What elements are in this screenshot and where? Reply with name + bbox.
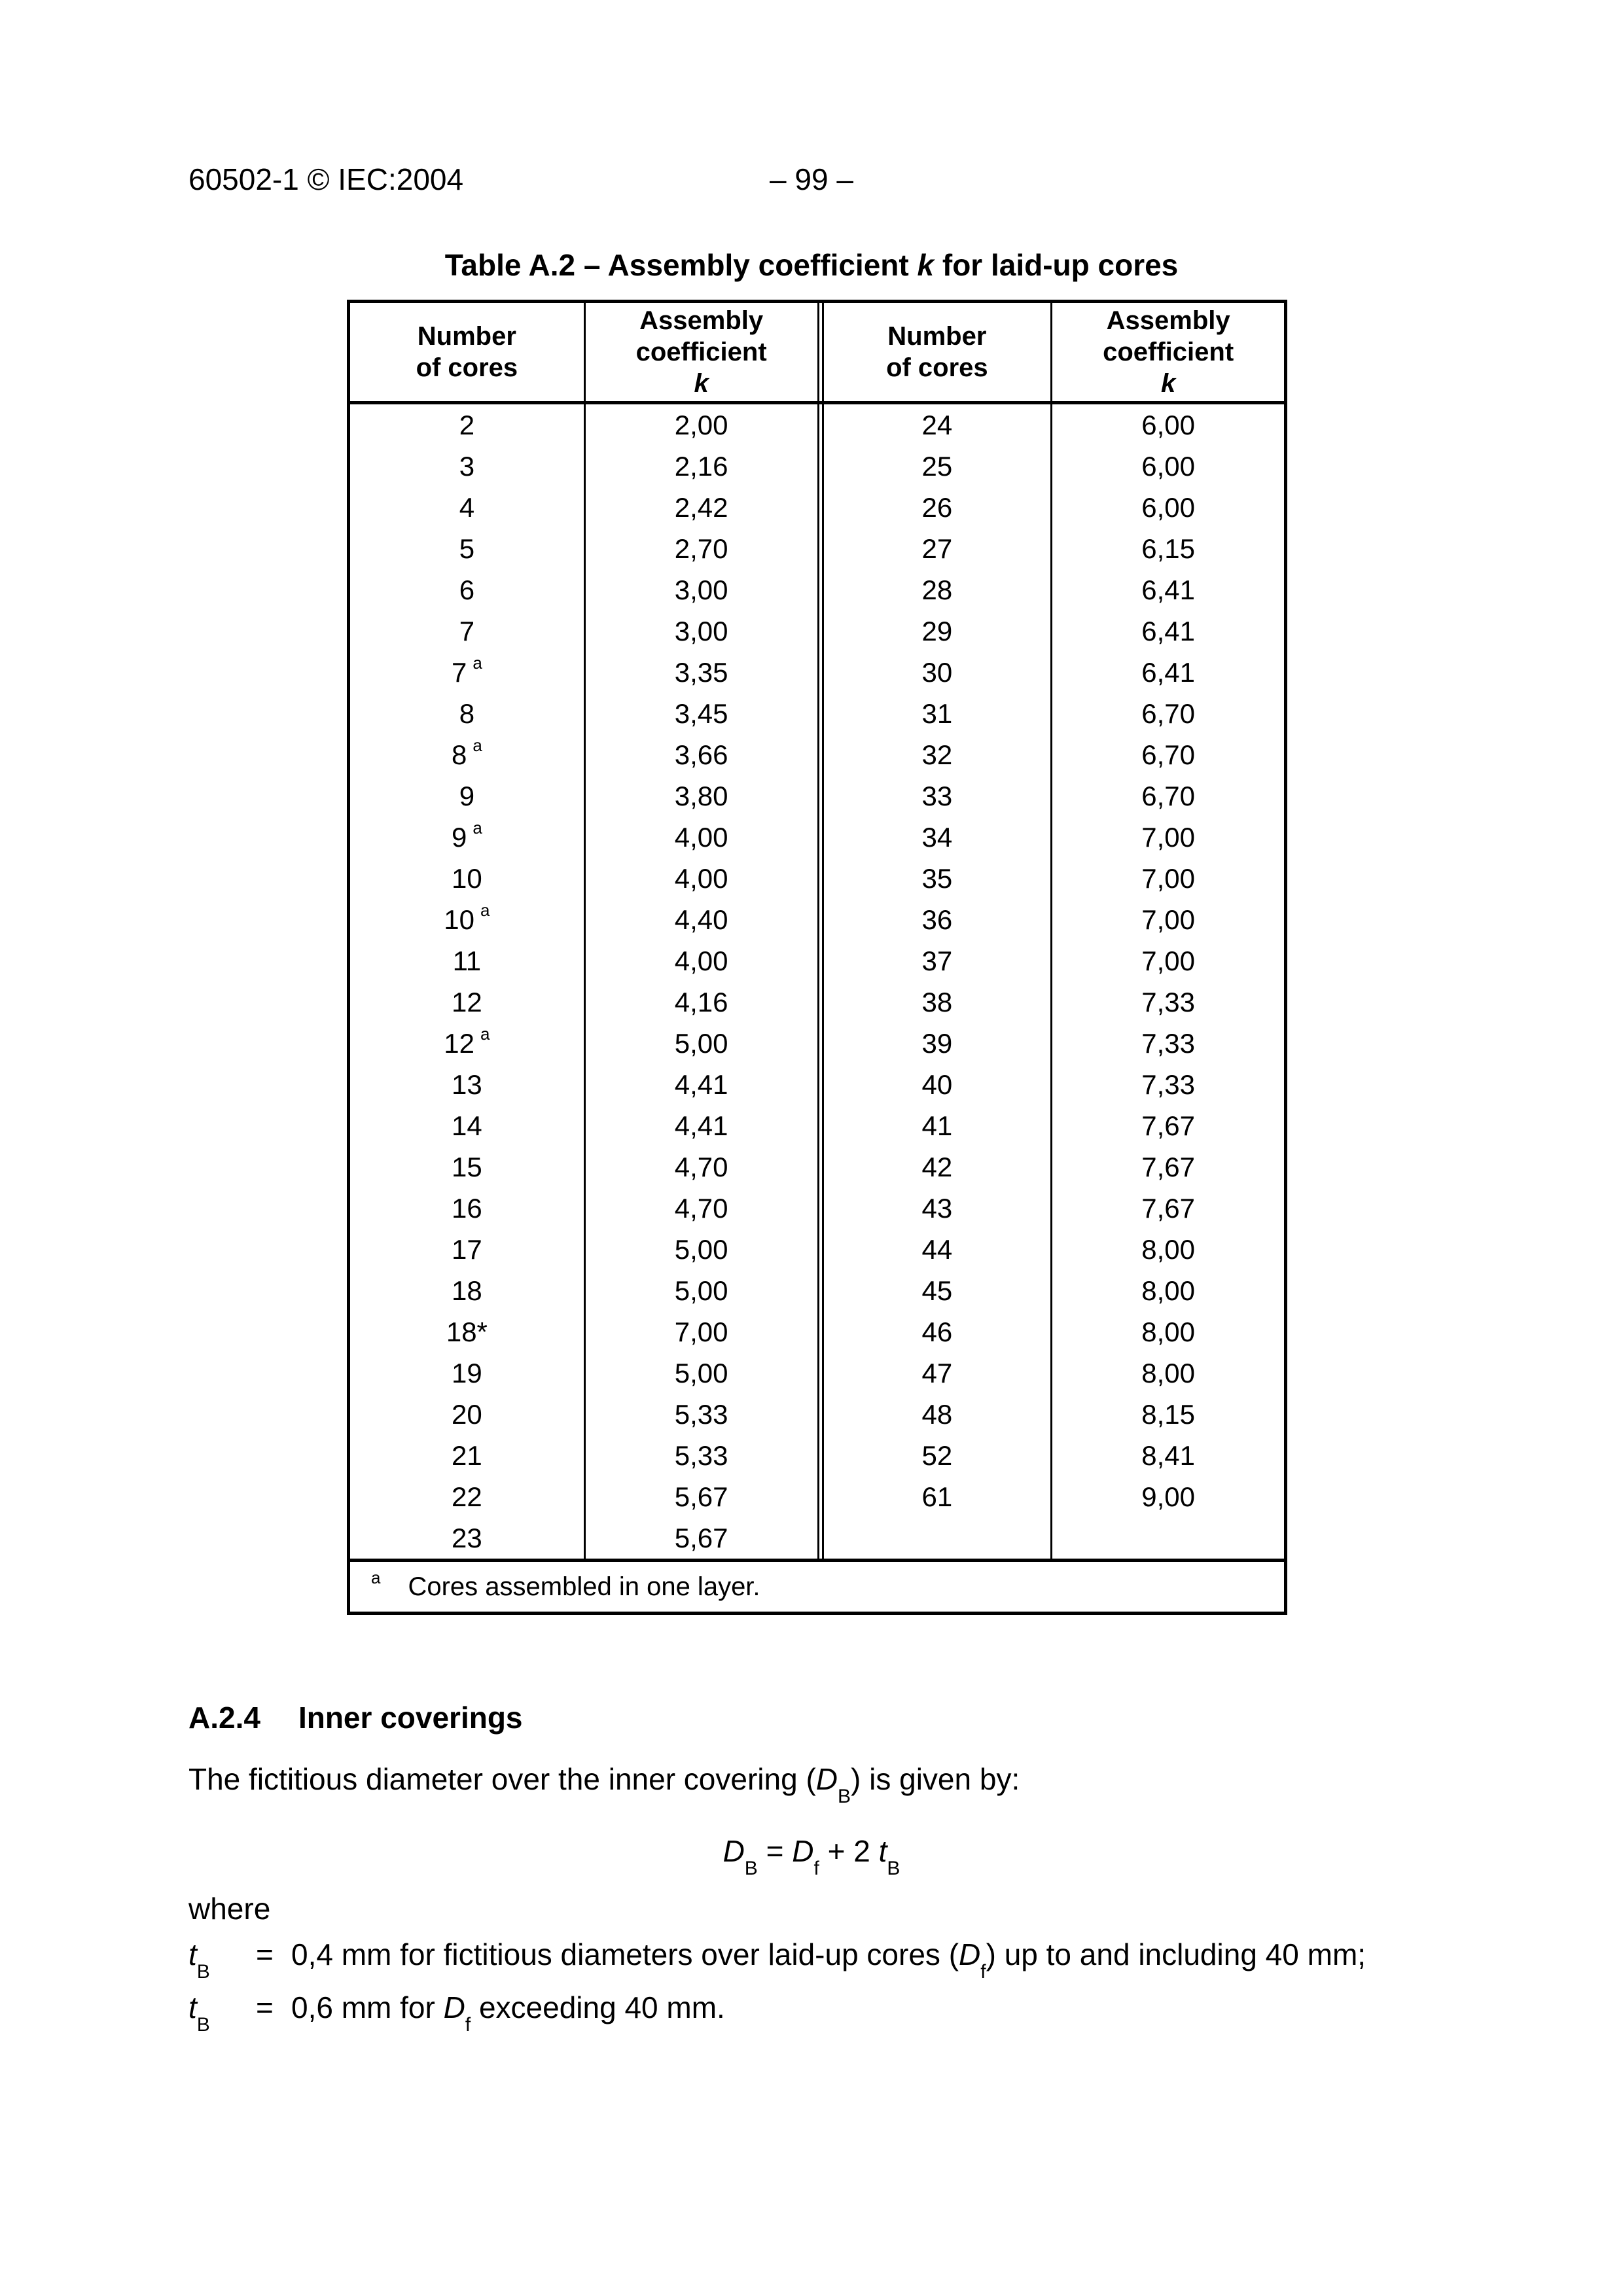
doc-reference: 60502-1 © IEC:2004 <box>188 162 464 196</box>
sub-B: B <box>196 1961 210 1983</box>
table-cell: 5,67 <box>584 1517 817 1559</box>
table-cell: 20 <box>452 1398 482 1430</box>
header-k-symbol: k <box>694 369 709 398</box>
table-cell: 7,00 <box>584 1311 817 1352</box>
table-cell: 24 <box>817 404 1051 446</box>
table-cell: 8,15 <box>1050 1394 1284 1435</box>
table-cell: 4,70 <box>584 1188 817 1229</box>
equals-sign: = <box>757 1834 793 1868</box>
table-cell: 7 <box>459 615 475 646</box>
definition-text <box>291 1990 725 2036</box>
section-number: A.2.4 <box>188 1701 260 1735</box>
table-cell: 4,40 <box>584 899 817 940</box>
cell-superscript: a <box>473 653 482 673</box>
table-cell: 2,00 <box>584 404 817 446</box>
table-cell: 15 <box>452 1151 482 1182</box>
table-cell: 8 a <box>451 735 482 770</box>
definition-tb-2 <box>188 1990 1366 2036</box>
table-cell: 3,45 <box>584 693 817 734</box>
table-cell: 7,33 <box>1050 1023 1284 1064</box>
table-cell: 4,41 <box>584 1105 817 1146</box>
table-title-k: k <box>917 248 935 282</box>
table-cell: 41 <box>817 1105 1051 1146</box>
table-cell: 25 <box>817 446 1051 487</box>
def-pre: 0,4 mm for fictitious diameters over laid-up cores ( <box>291 1937 959 1971</box>
table-cell: 22 <box>452 1481 482 1512</box>
table-cell: 46 <box>817 1311 1051 1352</box>
table-cell: 40 <box>817 1064 1051 1105</box>
table-cell: 6,70 <box>1050 693 1284 734</box>
var-t: t <box>188 1990 197 2024</box>
table-title-prefix: Table A.2 – Assembly coefficient <box>444 248 918 282</box>
def-post: ) up to and including 40 mm; <box>986 1937 1366 1971</box>
table-cell: 32 <box>817 734 1051 775</box>
table-cell: 11 <box>452 945 482 976</box>
var-D: D <box>815 1762 838 1796</box>
header-line: coefficient <box>1103 338 1234 366</box>
sub-B: B <box>887 1858 901 1880</box>
definitions-block <box>188 1937 1366 2036</box>
formula-db <box>0 1833 1623 1880</box>
header-number-of-cores-right <box>817 303 1051 401</box>
table-cell: 7,00 <box>1050 817 1284 858</box>
cell-superscript: a <box>480 900 490 920</box>
table-cell: 33 <box>817 775 1051 817</box>
table-cell: 8,00 <box>1050 1311 1284 1352</box>
table-cell: 7,67 <box>1050 1105 1284 1146</box>
table-cell: 5,00 <box>584 1023 817 1064</box>
table-cell: 6,15 <box>1050 528 1284 569</box>
sub-B: B <box>744 1858 758 1880</box>
def-post: exceeding 40 mm. <box>471 1990 725 2024</box>
header-k-symbol: k <box>1161 369 1176 398</box>
definition-text <box>291 1937 1366 1983</box>
table-cell: 26 <box>817 487 1051 528</box>
table-cell: 3,00 <box>584 610 817 652</box>
table-cell: 17 <box>452 1233 482 1265</box>
table-title <box>0 247 1623 283</box>
table-cell: 6,70 <box>1050 734 1284 775</box>
table-cell: 2,16 <box>584 446 817 487</box>
table-cell: 4,70 <box>584 1146 817 1188</box>
header-line: Assembly <box>639 306 764 335</box>
table-cell: 9,00 <box>1050 1476 1284 1517</box>
table-title-suffix: for laid-up cores <box>934 248 1179 282</box>
table-cell: 6,41 <box>1050 610 1284 652</box>
table-cell: 7,33 <box>1050 981 1284 1023</box>
table-cell: 3,80 <box>584 775 817 817</box>
table-cell: 34 <box>817 817 1051 858</box>
table-cell: 3,35 <box>584 652 817 693</box>
table-cell: 27 <box>817 528 1051 569</box>
table-header-row <box>350 303 1284 404</box>
definition-tb-1 <box>188 1937 1366 1983</box>
table-cell: 23 <box>452 1522 482 1553</box>
where-label: where <box>188 1892 271 1926</box>
table-cell: 12 <box>452 986 482 1017</box>
formula-mid: + 2 <box>819 1834 879 1868</box>
table-cell: 5,33 <box>584 1394 817 1435</box>
var-D: D <box>792 1834 814 1868</box>
table-cell: 38 <box>817 981 1051 1023</box>
var-tB <box>188 1990 256 2036</box>
table-cell: 6,41 <box>1050 652 1284 693</box>
table-cell: 3,00 <box>584 569 817 610</box>
assembly-coefficient-table <box>347 300 1287 1615</box>
table-cell: 31 <box>817 693 1051 734</box>
table-cell: 12 a <box>444 1024 490 1059</box>
table-cell: 14 <box>452 1110 482 1141</box>
footnote-text: Cores assembled in one layer. <box>408 1572 760 1601</box>
table-cell: 19 <box>452 1357 482 1388</box>
var-t: t <box>188 1937 197 1971</box>
table-cell: 47 <box>817 1352 1051 1394</box>
table-cell: 2,42 <box>584 487 817 528</box>
intro-paragraph <box>188 1761 1020 1808</box>
table-cell: 8,00 <box>1050 1270 1284 1311</box>
table-cell: 4,16 <box>584 981 817 1023</box>
header-assembly-coefficient-right <box>1050 303 1284 401</box>
cell-superscript: a <box>480 1024 490 1044</box>
table-cell: 10 a <box>444 900 490 935</box>
header-line: coefficient <box>635 338 767 366</box>
sub-f: f <box>465 2014 471 2036</box>
section-title: Inner coverings <box>298 1701 523 1735</box>
header-line: Number <box>887 322 987 351</box>
table-cell: 18 <box>452 1275 482 1306</box>
table-cell: 8,00 <box>1050 1229 1284 1270</box>
table-cell: 29 <box>817 610 1051 652</box>
table-cell: 48 <box>817 1394 1051 1435</box>
cell-superscript: a <box>473 818 482 838</box>
page-number: – 99 – <box>770 162 853 196</box>
var-tB <box>188 1937 256 1983</box>
header-line: Number <box>417 322 516 351</box>
table-cell: 7 a <box>451 653 482 688</box>
table-footnote <box>350 1559 1284 1612</box>
table-cell: 7,00 <box>1050 940 1284 981</box>
table-cell: 28 <box>817 569 1051 610</box>
table-cell: 4,00 <box>584 817 817 858</box>
table-cell: 21 <box>452 1439 482 1471</box>
table-cell: 7,00 <box>1050 899 1284 940</box>
table-cell: 3 <box>459 450 475 482</box>
def-pre: 0,6 mm for <box>291 1990 444 2024</box>
header-assembly-coefficient-left <box>584 303 817 401</box>
sub-f: f <box>980 1961 986 1983</box>
intro-post: ) is given by: <box>851 1762 1020 1796</box>
table-cell: 5,00 <box>584 1352 817 1394</box>
table-cell: 13 <box>452 1069 482 1100</box>
table-cell: 4 <box>459 491 475 523</box>
table-cell: 44 <box>817 1229 1051 1270</box>
var-D: D <box>443 1990 465 2024</box>
intro-pre: The fictitious diameter over the inner covering ( <box>188 1762 816 1796</box>
table-cell: 6,41 <box>1050 569 1284 610</box>
table-cell: 5,67 <box>584 1476 817 1517</box>
table-cell: 2,70 <box>584 528 817 569</box>
equals-sign: = <box>256 1990 274 2024</box>
table-cell: 30 <box>817 652 1051 693</box>
var-D: D <box>959 1937 981 1971</box>
table-cell: 16 <box>452 1192 482 1224</box>
table-cell: 5,33 <box>584 1435 817 1476</box>
table-cell: 8,41 <box>1050 1435 1284 1476</box>
header-line: of cores <box>416 353 518 382</box>
table-cell: 6,00 <box>1050 487 1284 528</box>
table-cell: 6 <box>459 574 475 605</box>
cell-superscript: a <box>473 735 482 755</box>
table-cell: 39 <box>817 1023 1051 1064</box>
sub-B: B <box>196 2014 210 2036</box>
var-t: t <box>878 1834 887 1868</box>
table-cell: 6,70 <box>1050 775 1284 817</box>
table-cell: 4,41 <box>584 1064 817 1105</box>
table-cell: 10 <box>452 862 482 894</box>
table-cell: 4,00 <box>584 940 817 981</box>
table-cell: 4,00 <box>584 858 817 899</box>
table-cell: 6,00 <box>1050 446 1284 487</box>
table-cell: 7,67 <box>1050 1188 1284 1229</box>
table-cell: 5 <box>459 533 475 564</box>
section-heading <box>188 1700 523 1735</box>
sub-B: B <box>838 1786 851 1808</box>
table-cell: 42 <box>817 1146 1051 1188</box>
table-cell: 52 <box>817 1435 1051 1476</box>
table-cell: 61 <box>817 1476 1051 1517</box>
table-cell: 37 <box>817 940 1051 981</box>
header-line: of cores <box>886 353 988 382</box>
table-cell: 7,00 <box>1050 858 1284 899</box>
table-cell: 8 <box>459 698 475 729</box>
footnote-marker: a <box>371 1567 381 1587</box>
table-body <box>350 404 1284 1559</box>
table-cell: 9 <box>459 780 475 811</box>
table-cell: 2 <box>459 409 475 440</box>
table-cell <box>1050 1517 1284 1559</box>
var-D: D <box>722 1834 745 1868</box>
table-cell: 8,00 <box>1050 1352 1284 1394</box>
table-cell: 5,00 <box>584 1270 817 1311</box>
sub-f: f <box>813 1858 819 1880</box>
table-cell: 43 <box>817 1188 1051 1229</box>
header-number-of-cores-left <box>350 303 584 401</box>
table-cell: 36 <box>817 899 1051 940</box>
table-cell: 6,00 <box>1050 404 1284 446</box>
table-cell: 9 a <box>451 818 482 853</box>
header-line: Assembly <box>1106 306 1230 335</box>
table-cell <box>817 1517 1051 1559</box>
table-cell: 7,67 <box>1050 1146 1284 1188</box>
table-cell: 45 <box>817 1270 1051 1311</box>
table-cell: 7,33 <box>1050 1064 1284 1105</box>
table-cell: 18* <box>446 1316 488 1347</box>
table-cell: 3,66 <box>584 734 817 775</box>
table-cell: 35 <box>817 858 1051 899</box>
equals-sign: = <box>256 1937 274 1971</box>
table-cell: 5,00 <box>584 1229 817 1270</box>
